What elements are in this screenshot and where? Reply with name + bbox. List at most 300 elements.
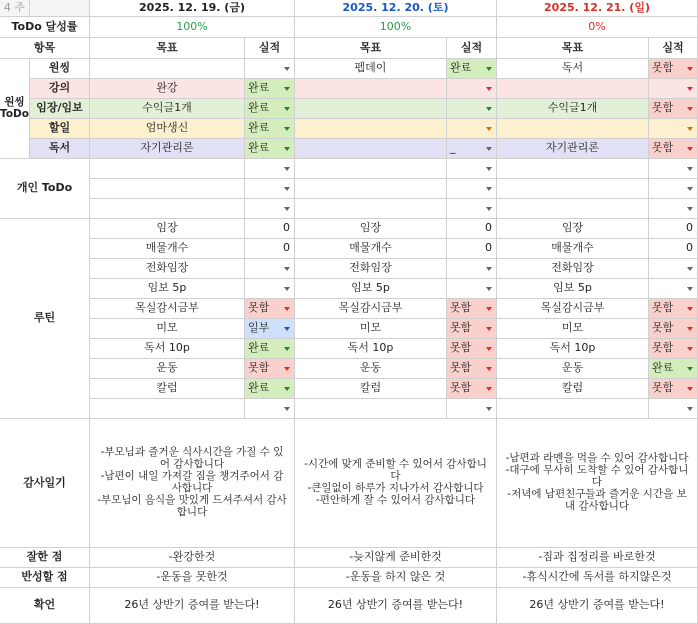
routine-count[interactable] [447,219,497,239]
chevron-down-icon[interactable] [284,207,290,211]
result-header [649,38,698,59]
gratitude-label-text: 감사일기 [23,475,66,489]
routine-name[interactable] [295,299,447,319]
routine-status-dropdown-text: 못함 [652,381,674,395]
routine-name[interactable] [497,259,649,279]
routine-status-dropdown-text: 일부 [248,321,270,335]
chevron-down-icon[interactable] [486,407,492,411]
goal-cell-text: 펩데이 [354,61,387,75]
routine-status-dropdown-text: 못함 [248,301,270,315]
chevron-down-icon[interactable] [687,367,693,371]
result-dropdown-text: 완료 [248,121,270,135]
routine-name-text: 미모 [156,321,178,335]
result-dropdown[interactable] [245,139,295,159]
routine-count[interactable] [649,219,698,239]
routine-status-dropdown[interactable] [447,359,497,379]
wonssing-todo-label [0,59,30,159]
routine-name[interactable] [295,319,447,339]
goal-cell[interactable] [497,139,649,159]
routine-status-dropdown[interactable] [649,399,698,419]
personal-todo-label [0,159,90,219]
goal-cell[interactable] [295,199,447,219]
good-entry-text: -짐과 집정리를 바로한것 [538,550,656,564]
good-entry[interactable] [497,548,698,568]
result-dropdown[interactable] [447,159,497,179]
goal-cell[interactable] [295,179,447,199]
routine-name-text: 전화임장 [551,261,594,275]
routine-status-dropdown[interactable] [447,259,497,279]
routine-name-text: 전화임장 [145,261,189,275]
routine-status-dropdown[interactable] [447,319,497,339]
goal-cell[interactable] [90,179,245,199]
routine-status-dropdown[interactable] [245,359,295,379]
achievement-rate [295,17,497,38]
routine-name-text: 독서 10p [549,341,596,355]
gratitude-entry-text: -시간에 맞게 준비할 수 있어서 감사합니다 -큰일없이 하루가 지나가서 감사합니다 -편안하게 잘 수 있어서 감사합니다 [304,458,487,506]
achievement-rate [497,17,698,38]
chevron-down-icon[interactable] [284,347,290,351]
goal-header [497,38,649,59]
reflect-entry-text: -휴식시간에 독서를 하지않은것 [522,570,672,584]
result-dropdown[interactable] [447,59,497,79]
routine-status-dropdown[interactable] [649,379,698,399]
routine-status-dropdown[interactable] [245,379,295,399]
reflect-entry[interactable] [295,568,497,588]
chevron-down-icon[interactable] [486,87,492,91]
good-entry[interactable] [90,548,295,568]
routine-name-text: 임보 5p [147,281,187,295]
goal-cell-text: 엄마생신 [145,121,189,135]
achievement-rate-text: 100% [379,19,412,33]
result-dropdown-text: 못함 [652,141,674,155]
routine-status-dropdown[interactable] [245,279,295,299]
routine-status-dropdown-text: 완료 [248,341,270,355]
affirmation-entry-text: 26년 상반기 증여를 받는다! [529,598,665,612]
chevron-down-icon[interactable] [486,207,492,211]
goal-header-text: 목표 [156,40,178,54]
chevron-down-icon[interactable] [284,127,290,131]
result-dropdown[interactable] [649,99,698,119]
routine-count-text: 0 [686,241,693,255]
category-label [30,139,90,159]
result-dropdown[interactable] [649,179,698,199]
result-dropdown-text: 완료 [248,101,270,115]
routine-name[interactable] [295,279,447,299]
affirmation-entry[interactable] [295,588,497,624]
routine-name-text: 매물개수 [551,241,594,255]
goal-cell-text: 수익글1개 [142,101,192,115]
result-dropdown[interactable] [245,59,295,79]
routine-name[interactable] [90,319,245,339]
routine-name[interactable] [295,219,447,239]
routine-name[interactable] [295,239,447,259]
achievement-rate [90,17,295,38]
result-dropdown[interactable] [447,119,497,139]
routine-name-text: 목실감시금부 [540,301,605,315]
chevron-down-icon[interactable] [687,167,693,171]
routine-status-dropdown[interactable] [649,359,698,379]
routine-name-text: 목실감시금부 [338,301,403,315]
chevron-down-icon[interactable] [486,107,492,111]
chevron-down-icon[interactable] [486,127,492,131]
chevron-down-icon[interactable] [687,407,693,411]
chevron-down-icon[interactable] [486,387,492,391]
routine-count-text: 0 [485,221,492,235]
routine-status-dropdown-text: 못함 [450,301,472,315]
result-dropdown-text: 완료 [450,61,472,75]
routine-status-dropdown[interactable] [245,319,295,339]
routine-status-dropdown[interactable] [447,379,497,399]
routine-status-dropdown[interactable] [245,299,295,319]
routine-count[interactable] [245,239,295,259]
routine-name-text: 미모 [561,321,584,335]
chevron-down-icon[interactable] [284,167,290,171]
rate-label [0,17,90,38]
result-dropdown[interactable] [447,179,497,199]
routine-name[interactable] [497,299,649,319]
goal-header [295,38,447,59]
affirmation-entry-text: 26년 상반기 증여를 받는다! [124,598,260,612]
result-dropdown[interactable] [245,199,295,219]
goal-cell[interactable] [497,159,649,179]
routine-name-text: 운동 [359,361,382,375]
achievement-rate-text: 0% [588,19,606,33]
routine-name-text: 칼럼 [359,381,382,395]
result-dropdown[interactable] [649,79,698,99]
result-dropdown-text: 못함 [652,101,674,115]
routine-name[interactable] [90,279,245,299]
routine-status-dropdown[interactable] [447,339,497,359]
goal-cell-text: 수익글1개 [547,101,598,115]
routine-status-dropdown-text: 못함 [652,321,674,335]
result-dropdown[interactable] [447,199,497,219]
chevron-down-icon[interactable] [687,387,693,391]
personal-todo-label-text: 개인 ToDo [16,181,73,195]
chevron-down-icon[interactable] [284,307,290,311]
routine-name[interactable] [90,239,245,259]
week-label [0,0,30,17]
chevron-down-icon[interactable] [687,127,693,131]
routine-count[interactable] [245,219,295,239]
affirmation-label-text: 확언 [33,598,56,612]
category-label [30,59,90,79]
week-label-text: 4 주 [3,0,25,14]
routine-name-text: 임장 [156,221,178,235]
chevron-down-icon[interactable] [486,367,492,371]
goal-cell[interactable] [295,159,447,179]
result-header-text: 실적 [662,40,684,54]
routine-name[interactable] [295,339,447,359]
goal-cell[interactable] [295,99,447,119]
category-label-text: 독서 [48,141,71,155]
goal-cell[interactable] [90,79,245,99]
routine-label [0,219,90,419]
chevron-down-icon[interactable] [486,67,492,71]
result-dropdown[interactable] [245,179,295,199]
chevron-down-icon[interactable] [486,347,492,351]
chevron-down-icon[interactable] [687,147,693,151]
goal-cell[interactable] [295,119,447,139]
routine-name-text: 매물개수 [145,241,189,255]
chevron-down-icon[interactable] [687,327,693,331]
chevron-down-icon[interactable] [284,267,290,271]
routine-status-dropdown[interactable] [649,319,698,339]
routine-status-dropdown[interactable] [245,339,295,359]
good-label-text: 잘한 점 [26,550,63,564]
result-dropdown[interactable] [245,99,295,119]
result-dropdown[interactable] [447,139,497,159]
routine-status-dropdown[interactable] [649,259,698,279]
chevron-down-icon[interactable] [486,187,492,191]
category-label [30,79,90,99]
chevron-down-icon[interactable] [486,167,492,171]
goal-cell[interactable] [90,139,245,159]
category-label-text: 할일 [48,121,71,135]
gratitude-entry[interactable] [90,419,295,548]
reflect-entry[interactable] [90,568,295,588]
chevron-down-icon[interactable] [486,267,492,271]
chevron-down-icon[interactable] [284,87,290,91]
goal-header [90,38,245,59]
chevron-down-icon[interactable] [284,367,290,371]
result-dropdown[interactable] [649,119,698,139]
routine-name[interactable] [497,279,649,299]
affirmation-entry[interactable] [497,588,698,624]
goal-header-text: 목표 [561,40,584,54]
date-header [90,0,295,17]
chevron-down-icon[interactable] [284,327,290,331]
routine-name[interactable] [497,319,649,339]
routine-name[interactable] [295,259,447,279]
routine-name-text: 미모 [359,321,382,335]
item-header [0,38,90,59]
reflect-label [0,568,90,588]
category-label-text: 강의 [48,81,71,95]
routine-name-text: 임장 [561,221,584,235]
reflect-entry[interactable] [497,568,698,588]
result-dropdown-text: 완료 [248,81,270,95]
routine-status-dropdown-text: 못함 [450,321,472,335]
routine-name[interactable] [90,339,245,359]
routine-name[interactable] [295,359,447,379]
result-dropdown[interactable] [245,79,295,99]
chevron-down-icon[interactable] [687,87,693,91]
routine-status-dropdown[interactable] [649,339,698,359]
routine-name-text: 운동 [156,361,178,375]
routine-status-dropdown[interactable] [447,279,497,299]
result-dropdown[interactable] [447,79,497,99]
gratitude-entry[interactable] [497,419,698,548]
date-header-text: 2025. 12. 19. (금) [139,0,245,14]
category-label [30,99,90,119]
goal-cell[interactable] [295,79,447,99]
corner-blank [30,0,90,17]
good-label [0,548,90,568]
rate-label-text: ToDo 달성률 [11,19,78,33]
achievement-rate-text: 100% [176,19,208,33]
chevron-down-icon[interactable] [284,187,290,191]
affirmation-label [0,588,90,624]
result-dropdown[interactable] [447,99,497,119]
routine-count[interactable] [649,239,698,259]
routine-name[interactable] [497,239,649,259]
goal-cell-text: 자기관리론 [545,141,600,155]
reflect-label-text: 반성할 점 [21,570,68,584]
routine-name-text: 전화임장 [349,261,392,275]
goal-cell[interactable] [497,119,649,139]
routine-name-text: 운동 [561,361,584,375]
gratitude-entry-text: -부모님과 즐거운 식사시간을 가질 수 있어 감사합니다 -남편이 내일 가져갈 짐을 챙겨주어서 감사합니다 -부모님이 음식을 맛있게 드셔주셔서 감사합니다 [97,446,287,518]
chevron-down-icon[interactable] [284,387,290,391]
routine-name[interactable] [90,259,245,279]
goal-cell-text: 완강 [156,81,178,95]
routine-name[interactable] [497,359,649,379]
result-dropdown[interactable] [649,159,698,179]
good-entry-text: -늦지않게 준비한것 [349,550,442,564]
result-header-text: 실적 [258,40,281,54]
result-dropdown[interactable] [649,59,698,79]
chevron-down-icon[interactable] [687,287,693,291]
routine-status-dropdown-text: 못함 [652,341,674,355]
chevron-down-icon[interactable] [486,327,492,331]
goal-cell[interactable] [497,99,649,119]
result-dropdown-text: _ [450,141,456,155]
chevron-down-icon[interactable] [284,147,290,151]
chevron-down-icon[interactable] [687,307,693,311]
goal-cell[interactable] [497,59,649,79]
routine-name-text: 목실감시금부 [135,301,199,315]
routine-name[interactable] [497,379,649,399]
chevron-down-icon[interactable] [284,67,290,71]
routine-name[interactable] [90,399,245,419]
routine-name[interactable] [295,379,447,399]
category-label [30,119,90,139]
routine-count[interactable] [447,239,497,259]
result-dropdown-text: 완료 [248,141,270,155]
chevron-down-icon[interactable] [284,407,290,411]
routine-status-dropdown-text: 못함 [450,381,472,395]
date-header-text: 2025. 12. 20. (토) [342,0,449,14]
goal-cell[interactable] [90,159,245,179]
routine-name[interactable] [295,399,447,419]
goal-cell[interactable] [295,139,447,159]
goal-cell[interactable] [497,199,649,219]
routine-status-dropdown[interactable] [245,399,295,419]
routine-name-text: 임보 5p [351,281,390,295]
goal-cell[interactable] [295,59,447,79]
category-label-text: 원씽 [48,61,71,75]
result-dropdown[interactable] [649,199,698,219]
item-header-text: 항목 [33,40,56,54]
routine-status-dropdown-text: 못함 [248,361,270,375]
goal-cell-text: 독서 [561,61,584,75]
reflect-entry-text: -운동을 못한것 [156,570,228,584]
routine-status-dropdown[interactable] [447,399,497,419]
chevron-down-icon[interactable] [486,147,492,151]
routine-name[interactable] [497,399,649,419]
result-dropdown[interactable] [245,119,295,139]
routine-status-dropdown-text: 못함 [652,301,674,315]
chevron-down-icon[interactable] [687,187,693,191]
routine-name[interactable] [497,219,649,239]
routine-count-text: 0 [283,241,290,255]
reflect-entry-text: -운동을 하지 않은 것 [345,570,446,584]
result-header-text: 실적 [460,40,483,54]
routine-status-dropdown[interactable] [447,299,497,319]
goal-cell[interactable] [90,199,245,219]
chevron-down-icon[interactable] [284,107,290,111]
routine-name-text: 칼럼 [561,381,584,395]
chevron-down-icon[interactable] [284,287,290,291]
routine-status-dropdown-text: 못함 [450,341,472,355]
goal-cell[interactable] [497,79,649,99]
routine-name[interactable] [90,359,245,379]
gratitude-entry-text: -남편과 라멘을 먹을 수 있어 감사합니다 -대구에 무사히 도착할 수 있어 감사합니다 -저녁에 남편친구들과 즐거운 시간을 보내 감사합니다 [505,452,689,512]
result-dropdown[interactable] [649,139,698,159]
routine-name[interactable] [90,379,245,399]
routine-count-text: 0 [686,221,693,235]
routine-count-text: 0 [485,241,492,255]
routine-name-text: 독서 10p [347,341,394,355]
result-header [245,38,295,59]
gratitude-entry[interactable] [295,419,497,548]
wonssing-todo-label-text: 원씽 ToDo [0,95,29,120]
routine-name-text: 임장 [359,221,382,235]
result-header [447,38,497,59]
chevron-down-icon[interactable] [687,267,693,271]
routine-status-dropdown-text: 완료 [652,361,674,375]
routine-name-text: 매물개수 [349,241,392,255]
gratitude-label [0,419,90,548]
date-header-text: 2025. 12. 21. (일) [544,0,650,14]
goal-cell[interactable] [90,59,245,79]
date-header [497,0,698,17]
routine-name-text: 임보 5p [553,281,592,295]
routine-label-text: 루틴 [33,311,56,325]
routine-name[interactable] [90,219,245,239]
routine-status-dropdown[interactable] [649,279,698,299]
date-header [295,0,497,17]
routine-status-dropdown[interactable] [245,259,295,279]
goal-cell[interactable] [90,119,245,139]
goal-cell[interactable] [497,179,649,199]
routine-status-dropdown[interactable] [649,299,698,319]
affirmation-entry[interactable] [90,588,295,624]
chevron-down-icon[interactable] [687,207,693,211]
routine-status-dropdown-text: 완료 [248,381,270,395]
chevron-down-icon[interactable] [687,67,693,71]
chevron-down-icon[interactable] [486,287,492,291]
goal-header-text: 목표 [359,40,382,54]
routine-count-text: 0 [283,221,290,235]
routine-status-dropdown-text: 못함 [450,361,472,375]
result-dropdown-text: 못함 [652,61,674,75]
routine-name[interactable] [497,339,649,359]
category-label-text: 임장/임보 [36,101,83,115]
chevron-down-icon[interactable] [687,347,693,351]
routine-name-text: 독서 10p [144,341,190,355]
routine-name[interactable] [90,299,245,319]
routine-name-text: 칼럼 [156,381,178,395]
good-entry-text: -완강한것 [168,550,216,564]
good-entry[interactable] [295,548,497,568]
goal-cell-text: 자기관리론 [140,141,194,155]
goal-cell[interactable] [90,99,245,119]
chevron-down-icon[interactable] [486,307,492,311]
chevron-down-icon[interactable] [687,107,693,111]
affirmation-entry-text: 26년 상반기 증여를 받는다! [327,598,464,612]
result-dropdown[interactable] [245,159,295,179]
